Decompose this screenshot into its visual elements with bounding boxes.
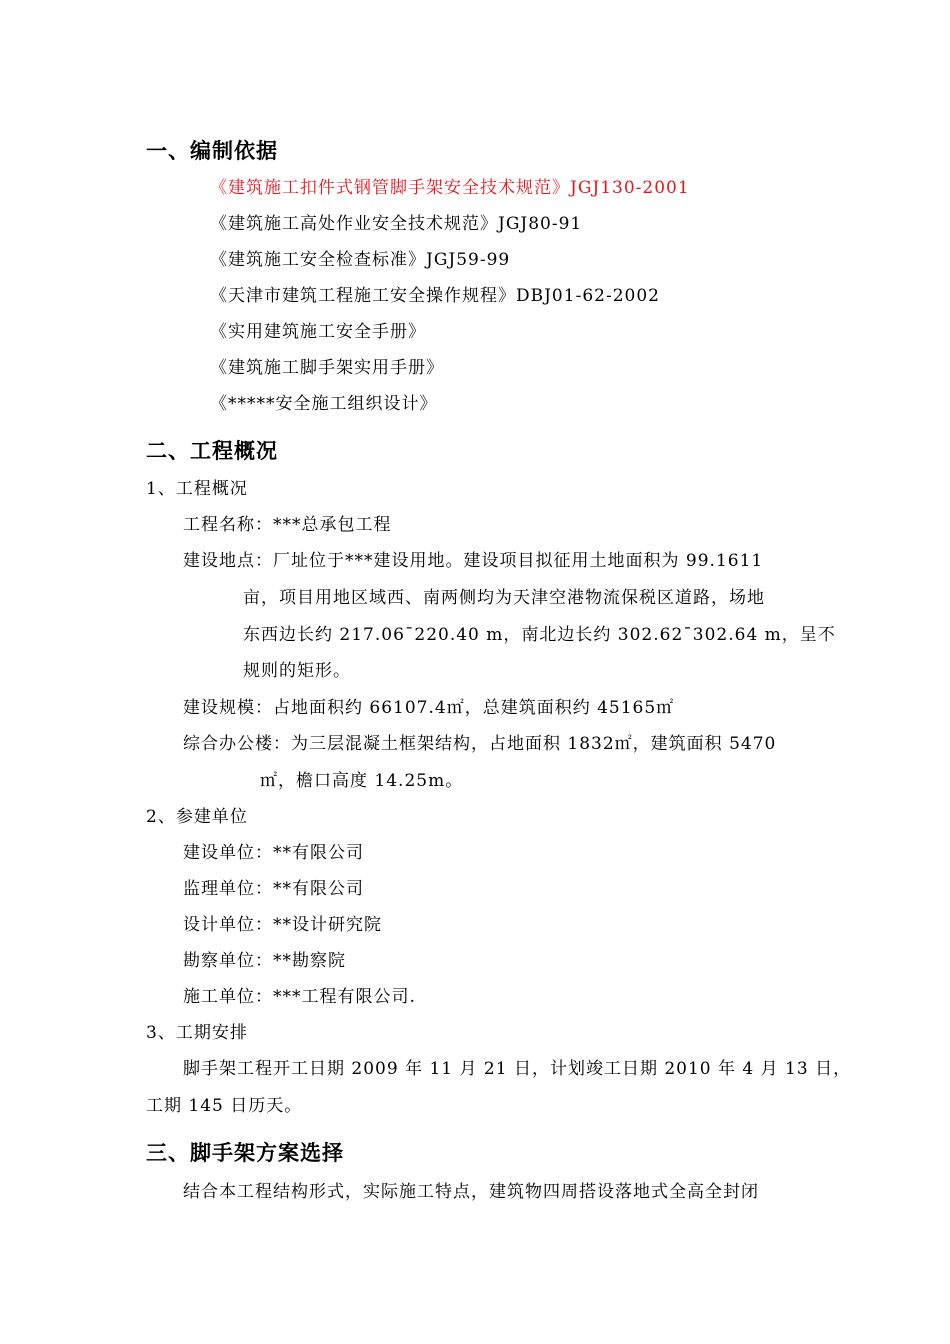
reference-item: 《建筑施工脚手架实用手册》 <box>210 358 444 378</box>
reference-item: 《建筑施工高处作业安全技术规范》JGJ80-91 <box>210 214 583 234</box>
project-name: 工程名称：***总承包工程 <box>183 515 392 535</box>
schedule-line: 脚手架工程开工日期 2009 年 11 月 21 日，计划竣工日期 2010 年 4 月 13 日， <box>183 1059 852 1079</box>
project-site-line: 亩，项目用地区域西、南两侧均为天津空港物流保税区道路，场地 <box>243 588 765 608</box>
reference-item: 《天津市建筑工程施工安全操作规程》DBJ01-62-2002 <box>210 286 660 306</box>
reference-item: 《建筑施工安全检查标准》JGJ59-99 <box>210 250 511 270</box>
section-heading-overview: 二、工程概况 <box>146 438 278 463</box>
reference-item: 《实用建筑施工安全手册》 <box>210 322 426 342</box>
reference-item: 《*****安全施工组织设计》 <box>210 394 438 414</box>
participant-unit: 施工单位：***工程有限公司. <box>183 987 416 1007</box>
office-building-line: ㎡，檐口高度 14.25m。 <box>260 771 464 791</box>
reference-item: 《建筑施工扣件式钢管脚手架安全技术规范》JGJ130-2001 <box>210 178 690 198</box>
project-scale: 建设规模：占地面积约 66107.4㎡，总建筑面积约 45165㎡ <box>183 698 675 718</box>
office-building-line: 综合办公楼：为三层混凝土框架结构，占地面积 1832㎡，建筑面积 5470 <box>183 734 777 754</box>
section-heading-scaffold: 三、脚手架方案选择 <box>146 1140 344 1165</box>
subsection-title: 2、参建单位 <box>146 807 248 827</box>
participant-unit: 监理单位：**有限公司 <box>183 879 364 899</box>
project-site-line: 东西边长约 217.06¯220.40 m，南北边长约 302.62¯302.64 m，呈不 <box>243 625 836 645</box>
participant-unit: 建设单位：**有限公司 <box>183 843 364 863</box>
schedule-line: 工期 145 日历天。 <box>146 1096 303 1116</box>
subsection-title: 1、工程概况 <box>146 479 248 499</box>
section-heading-basis: 一、编制依据 <box>146 138 278 163</box>
scaffold-text-line: 结合本工程结构形式，实际施工特点，建筑物四周搭设落地式全高全封闭 <box>183 1182 759 1202</box>
project-site-line: 规则的矩形。 <box>243 661 351 681</box>
participant-unit: 设计单位：**设计研究院 <box>183 915 382 935</box>
participant-unit: 勘察单位：**勘察院 <box>183 951 346 971</box>
subsection-title: 3、工期安排 <box>146 1023 248 1043</box>
project-site-line: 建设地点：厂址位于***建设用地。建设项目拟征用土地面积为 99.1611 <box>183 551 764 571</box>
